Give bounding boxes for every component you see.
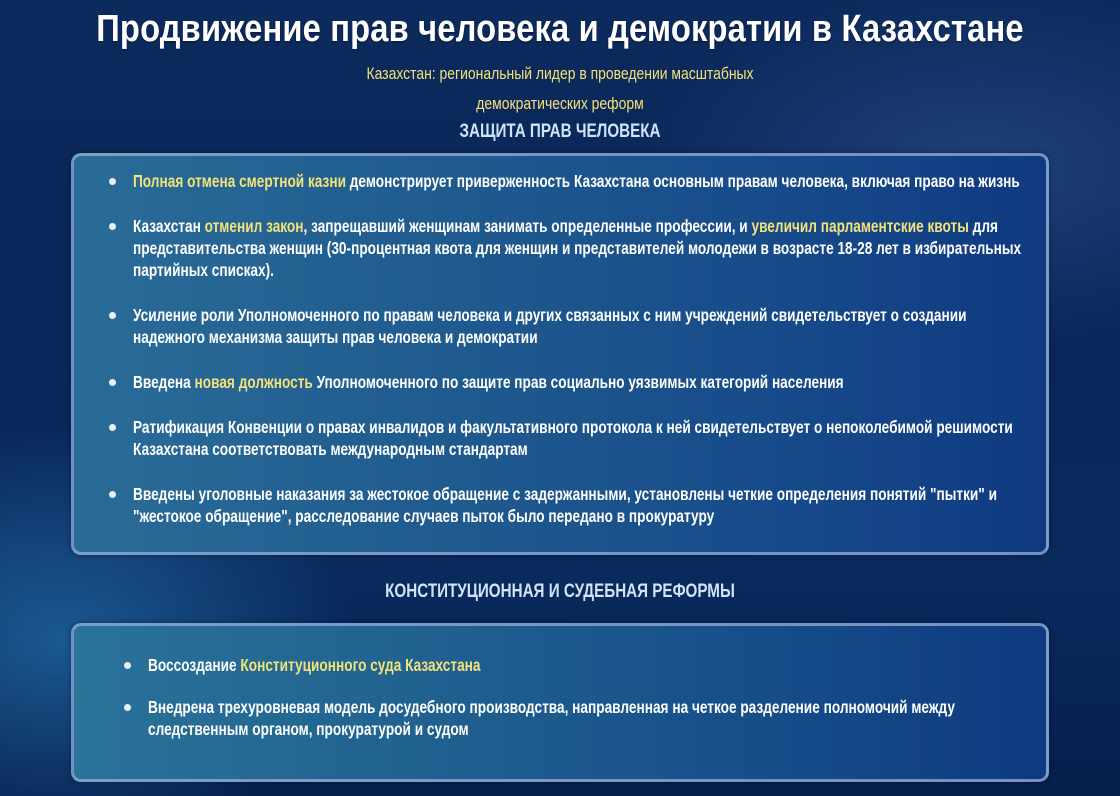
bullet-icon xyxy=(109,379,116,386)
body-text: Казахстан xyxy=(133,216,205,236)
list-item xyxy=(122,696,1042,740)
constitutional-reform-list xyxy=(122,654,1042,760)
list-item xyxy=(107,304,1037,348)
list-item xyxy=(107,416,1037,460)
body-text: Усиление роли Уполномоченного по правам человека и других связанных с ним учреждений свидетельствует о создании надежного механизма защиты прав человека и демократии xyxy=(133,305,967,347)
list-item-text xyxy=(148,654,1038,676)
highlighted-text: Полная отмена смертной казни xyxy=(133,171,346,191)
subtitle-line-1: Казахстан: региональный лидер в проведении масштабных xyxy=(366,64,754,83)
highlighted-text: отменил закон xyxy=(204,216,304,236)
list-item xyxy=(107,170,1037,192)
list-item xyxy=(107,483,1037,527)
bullet-icon xyxy=(124,662,131,669)
body-text: , запрещавший женщинам занимать определенные профессии, и xyxy=(303,216,752,236)
list-item-text xyxy=(133,170,1033,192)
body-text: для представительства женщин (30-процентная квота для женщин и представителей молодежи в возрасте 18-28 лет в избирательных партийных списках). xyxy=(133,216,1022,280)
body-text: демонстрирует приверженность Казахстана основным правам человека, включая право на жизнь xyxy=(345,171,1020,191)
subtitle-line-2: демократических реформ xyxy=(476,94,644,113)
list-item-text xyxy=(133,371,1033,393)
bullet-icon xyxy=(109,312,116,319)
list-item-text xyxy=(133,304,1033,348)
highlighted-text: увеличил парламентские квоты xyxy=(751,216,969,236)
body-text: Введена xyxy=(133,372,195,392)
list-item-text xyxy=(133,416,1033,460)
section-title-human-rights: ЗАЩИТА ПРАВ ЧЕЛОВЕКА xyxy=(459,121,661,142)
bullet-icon xyxy=(109,424,116,431)
list-item-text xyxy=(133,215,1033,281)
human-rights-panel xyxy=(71,153,1049,555)
bullet-icon xyxy=(109,178,116,185)
section-title-constitutional-reform: КОНСТИТУЦИОННАЯ И СУДЕБНАЯ РЕФОРМЫ xyxy=(385,581,735,602)
list-item xyxy=(107,371,1037,393)
list-item xyxy=(122,654,1042,676)
human-rights-list xyxy=(107,170,1037,550)
body-text: Воссоздание xyxy=(148,655,241,675)
page-title: Продвижение прав человека и демократии в Казахстане xyxy=(96,8,1024,50)
bullet-icon xyxy=(124,704,131,711)
bullet-icon xyxy=(109,491,116,498)
constitutional-reform-panel xyxy=(71,623,1049,782)
list-item-text xyxy=(133,483,1033,527)
list-item xyxy=(107,215,1037,281)
body-text: Ратификация Конвенции о правах инвалидов и факультативного протокола к ней свидетельствует о непоколебимой решимости Казахстана соответствовать международным стандартам xyxy=(133,417,1013,459)
list-item-text xyxy=(148,696,1038,740)
body-text: Уполномоченного по защите прав социально уязвимых категорий населения xyxy=(312,372,844,392)
bullet-icon xyxy=(109,223,116,230)
body-text: Внедрена трехуровневая модель досудебного производства, направленная на четкое разделение полномочий между следственным органом, прокуратурой и судом xyxy=(148,697,955,739)
body-text: Введены уголовные наказания за жестокое обращение с задержанными, установлены четкие определения понятий "пытки" и "жестокое обращение", расследование случаев пыток было передано в прокуратуру xyxy=(133,484,997,526)
highlighted-text: Конституционного суда Казахстана xyxy=(240,655,481,675)
highlighted-text: новая должность xyxy=(194,372,313,392)
